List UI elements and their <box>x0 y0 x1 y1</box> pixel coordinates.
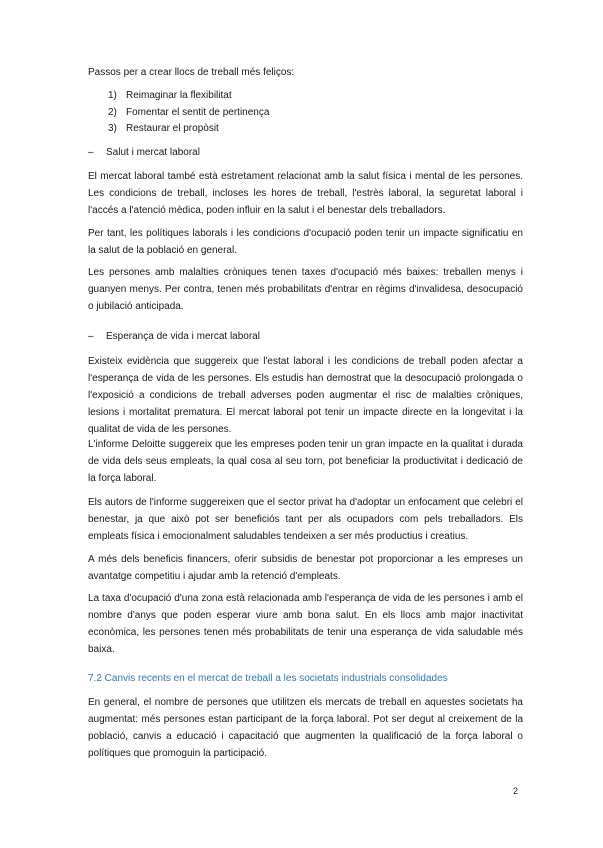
section-heading: 7.2 Canvis recents en el mercat de treball a les societats industrials consolidades <box>88 673 448 684</box>
dash-bullet: – <box>88 331 94 342</box>
paragraph: En general, el nombre de persones que utilitzen els mercats de treball en aquestes societats ha augmentat: més persones estan participant de la força laboral. Pot ser degut al creixement de la població, canvis a educació i capacitació que augmenten la qualificació de la força laboral o polítiques que promoguin la participació. <box>88 697 523 759</box>
paragraph: Per tant, les polítiques laborals i les condicions d'ocupació poden tenir un impacte significatiu en la salut de la població en general. <box>88 228 523 256</box>
list-text: Fomentar el sentit de pertinença <box>126 106 270 118</box>
paragraph: El mercat laboral també està estretament relacionat amb la salut física i mental de les persones. Les condicions de treball, incloses les hores de treball, l'estrès laboral, la seguretat laboral i l'accés a l'atenció mèdica, poden influir en la salut i el benestar dels treballadors. <box>88 171 523 216</box>
paragraph: Les persones amb malalties cròniques tenen taxes d'ocupació més baixes: treballen menys i guanyen menys. Per contra, tenen més probabilitats d'entrar en règims d'invalidesa, desocupació o jubilació anticipada. <box>88 267 523 312</box>
paragraph: L'informe Deloitte suggereix que les empreses poden tenir un gran impacte en la qualitat i durada de vida dels seus empleats, la qual cosa al seu torn, pot beneficiar la productivitat i dedicació de la força laboral. <box>88 439 523 484</box>
paragraph: La taxa d'ocupació d'una zona està relacionada amb l'esperança de vida de les persones i amb el nombre d'anys que poden esperar viure amb bona salut. En els llocs amb major inactivitat econòmica, les persones tenen més probabilitats de tenir una esperança de vida saludable més baixa. <box>88 593 523 655</box>
list-text: Reimaginar la flexibilitat <box>126 90 232 101</box>
subsection-title: Salut i mercat laboral <box>106 147 200 158</box>
list-number: 2) <box>108 106 117 118</box>
list-text: Restaurar el propòsit <box>126 123 219 134</box>
list-item <box>108 88 269 105</box>
subsection-title: Esperança de vida i mercat laboral <box>106 331 260 342</box>
dash-bullet: – <box>88 147 94 158</box>
paragraph: Els autors de l'informe suggereixen que el sector privat ha d'adoptar un enfocament que celebri el benestar, ja que això pot ser beneficiós tant per als ocupadors com pels treballadors. Els empleats física i emocionalment saludables tendeixen a ser més productius i creatius. <box>88 497 523 542</box>
paragraph: Existeix evidència que suggereix que l'estat laboral i les condicions de treball poden afectar a l'esperança de vida de les persones. Els estudis han demostrat que la desocupació prolongada o l'exposició a condicions de treball adverses poden augmentar el risc de malalties cròniques, lesions i mortalitat prematura. El mercat laboral pot tenir un impacte directe en la longevitat i la qualitat de vida de les persones. <box>88 356 523 435</box>
intro-text: Passos per a crear llocs de treball més feliços: <box>88 67 295 78</box>
list-item <box>108 105 269 122</box>
steps-list <box>108 88 269 138</box>
list-number: 3) <box>108 123 117 134</box>
subsection-heading-health <box>88 145 200 161</box>
list-item <box>108 121 269 138</box>
paragraph: A més dels beneficis financers, oferir subsidis de benestar pot proporcionar a les empreses un avantatge competitiu i ajudar amb la retenció d'empleats. <box>88 554 523 582</box>
subsection-heading-life-expectancy <box>88 329 260 345</box>
list-number: 1) <box>108 90 117 101</box>
page-number: 2 <box>513 786 519 796</box>
